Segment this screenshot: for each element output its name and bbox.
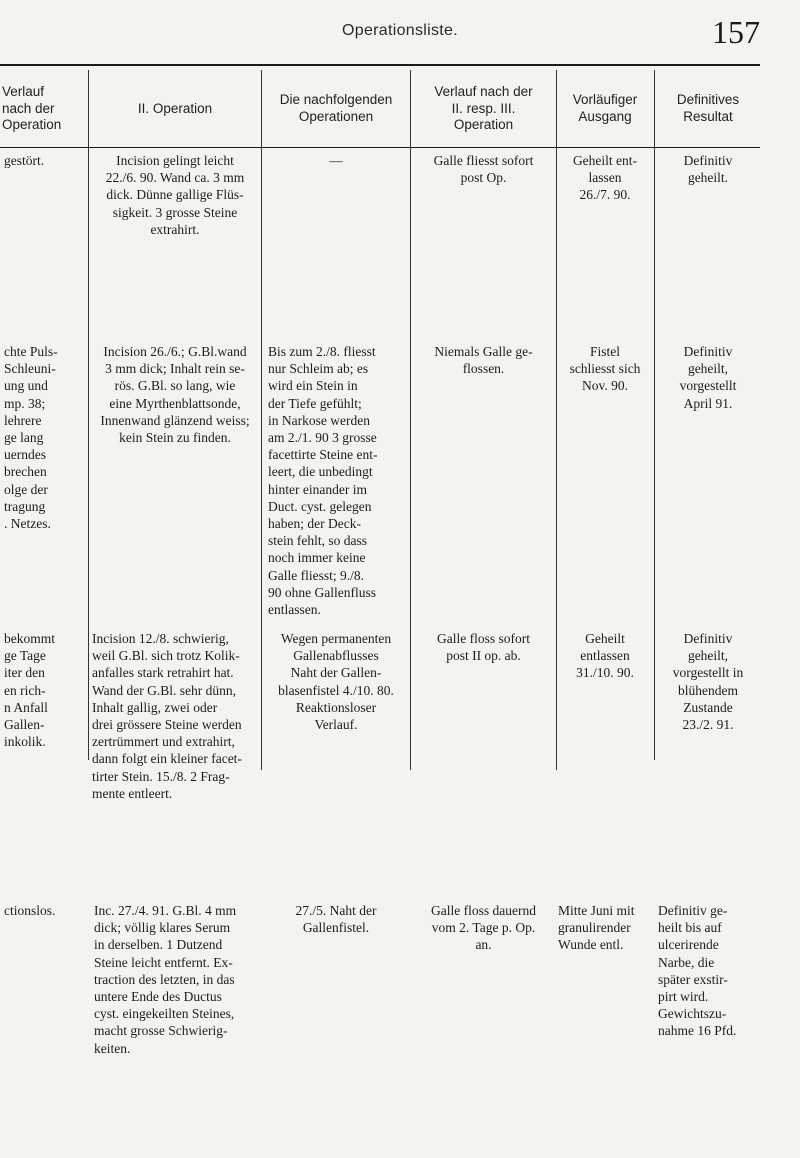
column-divider xyxy=(556,70,557,770)
table-cell-definitiv: Definitiv ge- heilt bis auf ulcerirende Narbe, die später exstir- pirt wird. Gewichtszu- nahme 16 Pfd. xyxy=(658,903,737,1039)
table-header-rule xyxy=(0,147,760,148)
column-header-nachfolgende: Die nachfolgenden Operationen xyxy=(279,92,393,124)
table-cell-nachfolgende: — xyxy=(329,153,343,168)
table-cell-verlauf: ctionslos. xyxy=(4,903,56,918)
column-divider xyxy=(88,70,89,760)
table-cell-nachfolgende: 27./5. Naht der Gallenfistel. xyxy=(295,903,377,936)
table-cell-vorlaeufig: Fistel schliesst sich Nov. 90. xyxy=(569,344,641,394)
column-header-definitiv: Definitives Resultat xyxy=(676,92,740,124)
table-cell-verlauf: bekommt ge Tage iter den en rich- n Anfall Gallen- inkolik. xyxy=(4,631,55,750)
column-divider xyxy=(410,70,411,770)
table-cell-operation-2: Inc. 27./4. 91. G.Bl. 4 mm dick; völlig klares Serum in derselben. 1 Dutzend Steine leicht entfernt. Ex- traction des letzten, in das untere Ende des Ductus cyst. eingekeilten Steines, macht grosse Schwierig- keiten. xyxy=(94,903,237,1056)
column-divider xyxy=(261,70,262,770)
table-cell-vorlaeufig: Mitte Juni mit granulirender Wunde entl. xyxy=(558,903,635,953)
column-header-verlauf-2: Verlauf nach der II. resp. III. Operation xyxy=(434,83,533,133)
table-cell-verlauf-2: Galle floss sofort post II op. ab. xyxy=(437,631,530,664)
table-cell-definitiv: Definitiv geheilt. xyxy=(683,153,733,186)
page-number: 157 xyxy=(712,14,760,50)
column-divider xyxy=(654,70,655,760)
table-cell-operation-2: Incision 12./8. schwierig, weil G.Bl. sich trotz Kolik- anfalles stark retrahirt hat. Wand der G.Bl. sehr dünn, Inhalt gallig, zwei oder drei grössere Steine werden zertrümmert und extrahirt, dann folgt ein kleiner facet- tirter Stein. 15./8. 2 Frag- mente entleert. xyxy=(92,631,242,801)
table-cell-verlauf-2: Galle floss dauernd vom 2. Tage p. Op. an. xyxy=(431,903,536,953)
table-top-rule xyxy=(0,64,760,66)
column-header-operation-2: II. Operation xyxy=(137,100,213,116)
page-header xyxy=(0,14,800,54)
table-cell-nachfolgende: Bis zum 2./8. fliesst nur Schleim ab; es wird ein Stein in der Tiefe gefühlt; in Narkose werden am 2./1. 90 3 grosse facettirte Steine ent- leert, die unbedingt hinter einander im Duct. cyst. gelegen haben; der Deck- stein fehlt, so dass noch immer keine Galle fliesst; 9./8. 90 ohne Gallenfluss entlassen. xyxy=(268,344,378,618)
table-cell-verlauf: chte Puls- Schleuni- ung und mp. 38; lehrere ge lang uerndes brechen olge der tragung . Netzes. xyxy=(4,344,58,532)
table-cell-vorlaeufig: Geheilt entlassen 31./10. 90. xyxy=(576,631,634,681)
table-cell-verlauf: gestört. xyxy=(4,153,45,168)
table-cell-vorlaeufig: Geheilt ent- lassen 26./7. 90. xyxy=(572,153,638,203)
table-cell-definitiv: Definitiv geheilt, vorgestellt April 91. xyxy=(679,344,737,411)
table-cell-verlauf-2: Galle fliesst sofort post Op. xyxy=(433,153,534,186)
table-cell-operation-2: Incision 26./6.; G.Bl.wand 3 mm dick; Inhalt rein se- rös. G.Bl. so lang, wie eine Myrthenblattsonde, Innenwand glänzend weiss; kein Stein zu finden. xyxy=(100,344,250,446)
column-header-vorlaeufig: Vorläufiger Ausgang xyxy=(572,92,638,124)
table-cell-definitiv: Definitiv geheilt, vorgestellt in blühendem Zustande 23./2. 91. xyxy=(672,631,744,733)
column-header-verlauf: Verlauf nach der Operation xyxy=(2,83,62,133)
table-cell-operation-2: Incision gelingt leicht 22./6. 90. Wand ca. 3 mm dick. Dünne gallige Flüs- sigkeit. 3 grosse Steine extrahirt. xyxy=(105,153,245,237)
running-title: Operationsliste. xyxy=(342,22,458,39)
table-cell-verlauf-2: Niemals Galle ge- flossen. xyxy=(434,344,533,377)
table-cell-nachfolgende: Wegen permanenten Gallenabflusses Naht der Gallen- blasenfistel 4./10. 80. Reaktionsloser Verlauf. xyxy=(278,631,394,733)
